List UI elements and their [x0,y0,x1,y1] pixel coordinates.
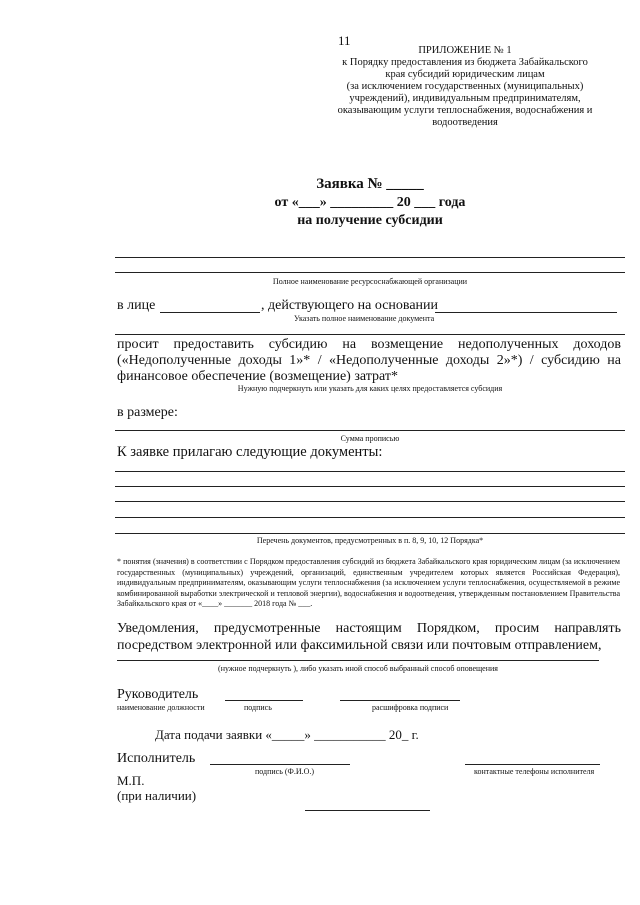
appendix-line: края субсидий юридическим лицам [385,69,545,80]
bottom-line [305,810,430,811]
footnote: * понятия (значения) в соответствии с Порядком предоставления субсидий из бюджета Забайкальского края юридическим лицам (за исключением государственных (муниципальных) учреждений, организаций, единственным учредителем которых является Российская Федерация), индивидуальным предпринимателям, оказывающим услуги теплоснабжения (за исключением услуги теплоснабжения, осуществляемой в режиме комбинированной выработки электрической и тепловой энергии), водоснабжения и водоотведения, утвержденным постановлением Правительства Забайкальского края от «____» _______ 2018 года № ___. [117,557,620,608]
application-title: Заявка № _____ [316,176,424,192]
attachment-line [115,533,625,534]
signature-caption: подпись [244,703,272,712]
acting-label: , действующего на основании [261,298,439,313]
contact-phones-caption: контактные телефоны исполнителя [474,767,595,776]
executor-signature-line [210,764,350,765]
executor-phone-line [465,764,600,765]
application-date: от «___» _________ 20 ___ года [274,195,466,210]
attachment-line [115,471,625,472]
purpose-caption: Нужную подчеркнуть или указать для каких целях предоставляется субсидия [237,384,503,393]
in-person-label: в лице [117,298,156,313]
basis-line [435,312,617,313]
head-decode-line [340,700,460,701]
position-caption: наименование должности [117,703,205,712]
org-name-line [115,257,625,258]
org-name-line [115,272,625,273]
notification-line [117,660,599,661]
amount-label: в размере: [117,405,178,420]
signature-decode-caption: расшифровка подписи [372,703,449,712]
in-person-line [160,312,260,313]
stamp-label: М.П. [117,773,145,788]
appendix-line: учреждений), индивидуальным предпринимателям, [349,93,581,104]
appendix-line: к Порядку предоставления из бюджета Забайкальского [342,57,588,68]
attachment-line [115,486,625,487]
executor-signature-caption: подпись (Ф.И.О.) [255,767,315,776]
head-signature-line [225,700,303,701]
sum-words-caption: Сумма прописью [340,434,400,443]
attachment-line [115,501,625,502]
appendix-line: (за исключением государственных (муниципальных) [346,81,584,92]
head-label: Руководитель [117,687,199,702]
appendix-line: оказывающим услуги теплоснабжения, водоснабжения и [337,105,593,116]
notification-text: Уведомления, предусмотренные настоящим Порядком, просим направлять посредством электронной или факсимильной связи или почтовым отправлением, [117,621,621,653]
page-number: 11 [338,33,351,48]
amount-line [115,430,625,431]
request-text: просит предоставить субсидию на возмещение недополученных доходов («Недополученные доходы 1»* / «Недополученные доходы 2»*) / субсидию на финансовое обеспечение (возмещение) затрат* [117,337,621,384]
appendix-line: водоотведения [432,117,498,128]
submission-date: Дата подачи заявки «_____» ___________ 20_ г. [155,727,419,742]
docs-list-caption: Перечень документов, предусмотренных в п. 8, 9, 10, 12 Порядка* [256,536,484,545]
notification-caption: (нужное подчеркнуть ), либо указать иной способ выбранный способ оповещения [218,664,498,673]
attachment-line [115,517,625,518]
doc-name-caption: Указать полное наименование документа [294,314,435,323]
application-subtitle: на получение субсидии [297,213,443,228]
separator-line [115,334,625,335]
org-name-caption: Полное наименование ресурсоснабжающей организации [272,277,468,286]
appendix-title: ПРИЛОЖЕНИЕ № 1 [418,45,512,56]
stamp-note: (при наличии) [117,788,197,803]
attachments-label: К заявке прилагаю следующие документы: [117,444,383,460]
appendix-block [330,45,600,129]
executor-label: Исполнитель [117,751,196,766]
